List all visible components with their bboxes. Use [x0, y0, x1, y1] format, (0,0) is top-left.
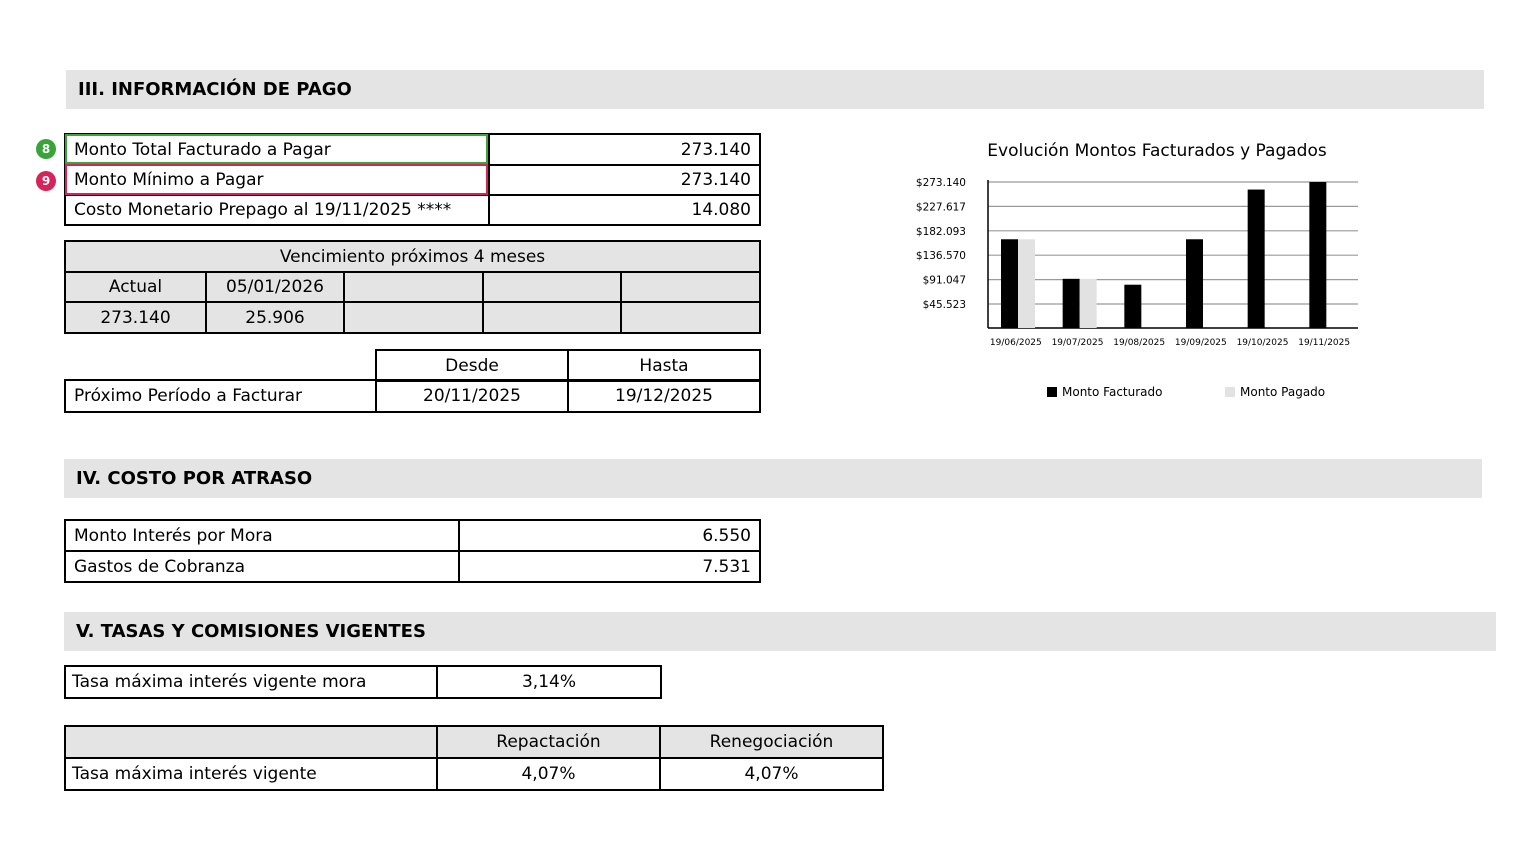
table-row: [65, 302, 760, 333]
vencimiento-header-5: [621, 272, 760, 302]
tasa-vigente-renegociacion: 4,07%: [660, 758, 883, 790]
marker-8: 8: [36, 139, 56, 159]
chart-x-tick-label: 19/07/2025: [1051, 338, 1104, 348]
table-row: [65, 666, 661, 698]
tasa-vigente-table: [64, 725, 884, 791]
atraso-value-mora: 6.550: [459, 520, 760, 551]
periodo-desde: 20/11/2025: [376, 380, 568, 412]
vencimiento-header-3: [344, 272, 483, 302]
pago-label-prepago: Costo Monetario Prepago al 19/11/2025 ****: [65, 195, 489, 225]
vencimiento-value-actual: 273.140: [65, 302, 206, 333]
table-row: [65, 165, 760, 195]
bar-pagado: [1018, 239, 1035, 328]
table-row: [65, 195, 760, 225]
table-row: [65, 520, 760, 551]
chart-x-ticks: [990, 338, 1350, 348]
tasa-vigente-col-renegociacion: Renegociación: [660, 726, 883, 758]
table-row: [65, 726, 883, 758]
table-row: [65, 272, 760, 302]
vencimiento-value-4: [483, 302, 621, 333]
vencimiento-header-actual: Actual: [65, 272, 206, 302]
pago-value-total: 273.140: [489, 134, 760, 165]
tasa-mora-value: 3,14%: [437, 666, 661, 698]
section-title-pago: III. INFORMACIÓN DE PAGO: [78, 79, 352, 100]
tasa-mora-label: Tasa máxima interés vigente mora: [65, 666, 437, 698]
bar-facturado: [1063, 279, 1080, 328]
atraso-label-mora: Monto Interés por Mora: [65, 520, 459, 551]
periodo-hasta-label: Hasta: [568, 350, 760, 381]
bar-facturado: [1124, 285, 1141, 328]
vencimiento-value-5: [621, 302, 760, 333]
table-row: [65, 551, 760, 582]
periodo-hasta: 19/12/2025: [568, 380, 760, 412]
tasa-vigente-repactacion: 4,07%: [437, 758, 660, 790]
legend-label-facturado: Monto Facturado: [1062, 385, 1163, 399]
bar-facturado: [1248, 190, 1265, 328]
vencimiento-header-4: [483, 272, 621, 302]
bar-facturado: [1001, 239, 1018, 328]
atraso-table: [64, 519, 761, 583]
pago-table: [64, 133, 761, 226]
chart-y-tick-label: $273.140: [915, 177, 966, 189]
table-row: [65, 758, 883, 790]
chart-y-tick-label: $45.523: [922, 299, 966, 311]
legend-swatch-facturado: [1047, 387, 1057, 397]
tasa-vigente-col-repactacion: Repactación: [437, 726, 660, 758]
periodo-header-table: [375, 349, 761, 382]
periodo-table: [64, 379, 761, 413]
pago-label-total: Monto Total Facturado a Pagar: [65, 134, 489, 165]
tasa-mora-table: [64, 665, 662, 699]
evolucion-chart: [900, 130, 1380, 420]
chart-x-tick-label: 19/10/2025: [1236, 338, 1289, 348]
atraso-label-cobranza: Gastos de Cobranza: [65, 551, 459, 582]
bar-facturado: [1186, 239, 1203, 328]
chart-y-tick-label: $227.617: [915, 201, 966, 214]
pago-label-minimo: Monto Mínimo a Pagar: [65, 165, 489, 195]
chart-x-tick-label: 19/09/2025: [1174, 338, 1227, 348]
chart-y-tick-label: $91.047: [922, 274, 966, 287]
chart-y-tick-label: $136.570: [915, 250, 966, 263]
atraso-value-cobranza: 7.531: [459, 551, 760, 582]
table-row: [65, 241, 760, 272]
chart-y-tick-label: $182.093: [915, 225, 966, 238]
periodo-label: Próximo Período a Facturar: [65, 380, 376, 412]
vencimiento-value-date: 25.906: [206, 302, 344, 333]
legend-swatch-pagado: [1225, 387, 1235, 397]
vencimiento-header-date: 05/01/2026: [206, 272, 344, 302]
chart-legend: [1047, 385, 1325, 399]
chart-grid: [988, 180, 1358, 328]
chart-x-tick-label: 19/08/2025: [1113, 338, 1166, 348]
bar-pagado: [1080, 279, 1097, 328]
section-header-tasas: [64, 612, 1496, 651]
table-row: [65, 134, 760, 165]
pago-value-minimo: 273.140: [489, 165, 760, 195]
section-header-atraso: [64, 459, 1482, 498]
chart-y-ticks: [916, 177, 966, 311]
periodo-desde-label: Desde: [376, 350, 568, 381]
pago-value-prepago: 14.080: [489, 195, 760, 225]
vencimiento-title: Vencimiento próximos 4 meses: [65, 241, 760, 272]
tasa-vigente-corner: [65, 726, 437, 758]
section-title-atraso: IV. COSTO POR ATRASO: [76, 468, 313, 489]
chart-x-tick-label: 19/06/2025: [989, 338, 1042, 348]
chart-title: Evolución Montos Facturados y Pagados: [987, 141, 1327, 161]
vencimiento-table: [64, 240, 761, 334]
marker-9: 9: [36, 171, 56, 191]
section-header-pago: [66, 70, 1484, 109]
table-row: [65, 380, 760, 412]
bar-facturado: [1309, 182, 1326, 328]
legend-label-pagado: Monto Pagado: [1240, 385, 1326, 399]
table-row: [376, 350, 760, 381]
tasa-vigente-label: Tasa máxima interés vigente: [65, 758, 437, 790]
section-title-tasas: V. TASAS Y COMISIONES VIGENTES: [76, 621, 426, 642]
chart-x-tick-label: 19/11/2025: [1298, 338, 1351, 348]
vencimiento-value-3: [344, 302, 483, 333]
